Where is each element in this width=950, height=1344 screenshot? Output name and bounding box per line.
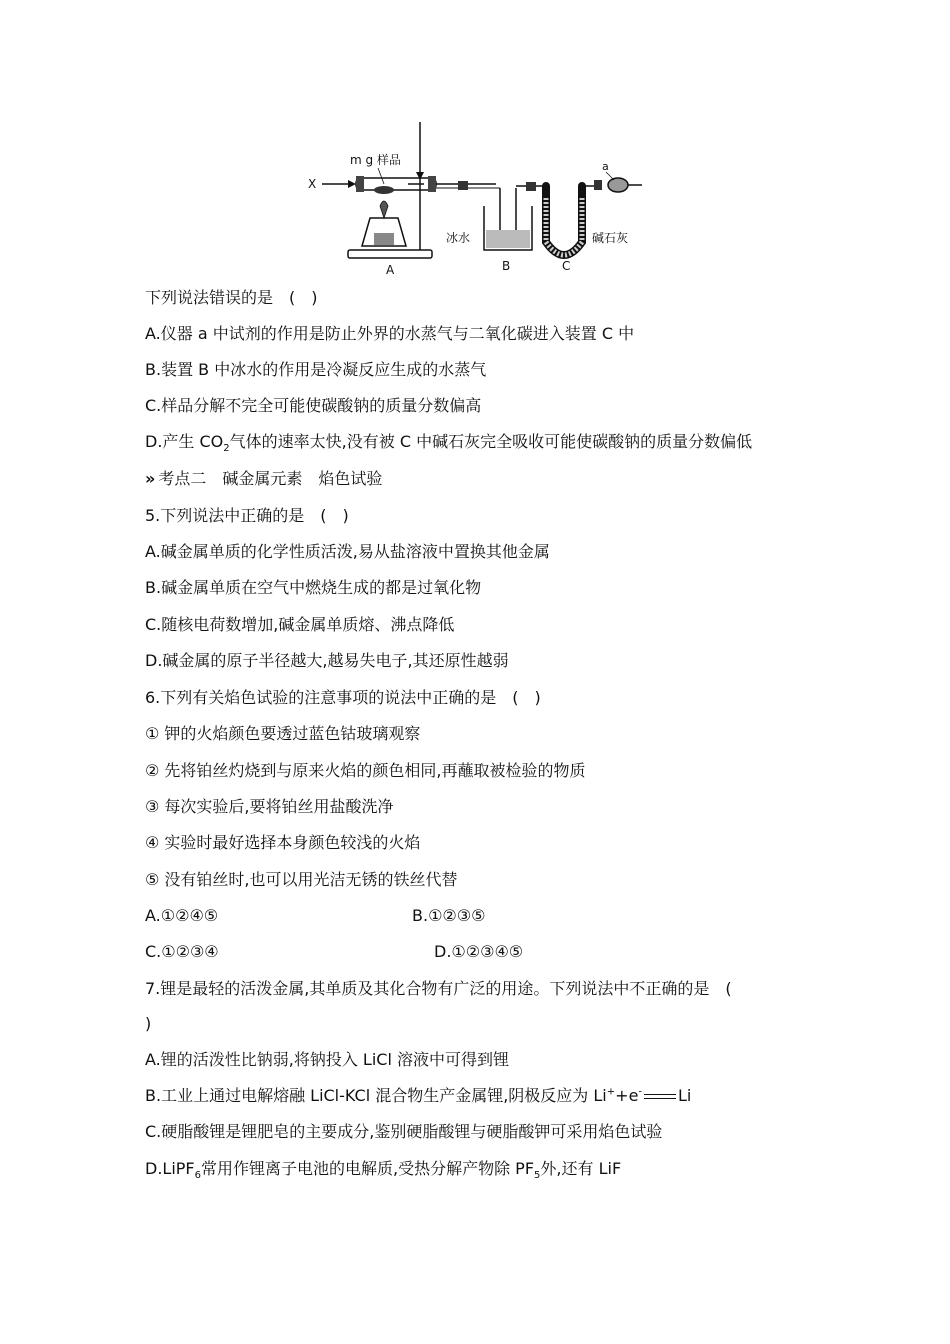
label-C: C (562, 259, 571, 273)
q4-option-c: C.样品分解不完全可能使碳酸钠的质量分数偏高 (145, 396, 482, 415)
label-a: a (602, 160, 609, 173)
q4-option-a: A.仪器 a 中试剂的作用是防止外界的水蒸气与二氧化碳进入装置 C 中 (145, 324, 635, 343)
section-heading: » 考点二 碱金属元素 焰色试验 (145, 469, 383, 488)
u-tube-c (546, 186, 582, 255)
q5-option-d: D.碱金属的原子半径越大,越易失电子,其还原性越弱 (145, 651, 509, 670)
q7-option-d: D.LiPF$_6$常用作锂离子电池的电解质,受热分解产物除 $PF_5$外,还有 LiF (145, 1159, 622, 1182)
label-x: X (308, 177, 317, 191)
label-sample: m g 样品 (350, 153, 401, 167)
q7-option-c: C.硬脂酸锂是锂肥皂的主要成分,鉴别硬脂酸锂与硬脂酸钾可采用焰色试验 (145, 1122, 663, 1141)
label-A: A (386, 263, 395, 277)
stand-base (348, 250, 432, 258)
q6-option-d: D.①②③④⑤ (434, 942, 524, 961)
apparatus-figure (300, 118, 650, 278)
q7-option-b: B.工业上通过电解熔融 LiCl-KCl 混合物生产金属锂,阴极反应为 Li++e- Li (145, 1086, 692, 1105)
q5-option-a: A.碱金属单质的化学性质活泼,易从盐溶液中置换其他金属 (145, 542, 550, 561)
q6-option-a: A.①②④⑤ (145, 906, 219, 925)
q5-option-b: B.碱金属单质在空气中燃烧生成的都是过氧化物 (145, 578, 482, 597)
label-B: B (502, 259, 511, 273)
double-chevron-icon: » (145, 469, 153, 488)
q6-statement-1: ① 钾的火焰颜色要透过蓝色钴玻璃观察 (145, 724, 421, 743)
equals-sign-icon (642, 1092, 678, 1102)
label-ice-water: 冰水 (446, 231, 471, 245)
drying-tube-a (608, 178, 628, 192)
label-soda-lime: 碱石灰 (592, 231, 629, 245)
q7-stem-cont: ) (145, 1014, 152, 1033)
q5-stem: 5.下列说法中正确的是 ( ) (145, 506, 349, 525)
q6-statement-3: ③ 每次实验后,要将铂丝用盐酸洗净 (145, 797, 394, 816)
q4-option-d: D.产生 $CO_2$气体的速率太快,没有被 C 中碱石灰完全吸收可能使碳酸钠的质量分数偏低 (145, 432, 753, 455)
q6-option-b: B.①②③⑤ (412, 906, 486, 925)
q6-statement-2: ② 先将铂丝灼烧到与原来火焰的颜色相同,再蘸取被检验的物质 (145, 761, 586, 780)
q6-statement-5: ⑤ 没有铂丝时,也可以用光洁无锈的铁丝代替 (145, 870, 458, 889)
q7-option-a: A.锂的活泼性比钠弱,将钠投入 LiCl 溶液中可得到锂 (145, 1050, 509, 1069)
q7-stem: 7.锂是最轻的活泼金属,其单质及其化合物有广泛的用途。下列说法中不正确的是 ( (145, 979, 732, 998)
q6-option-c: C.①②③④ (145, 942, 219, 961)
sample (374, 186, 394, 194)
q4-stem: 下列说法错误的是 ( ) (145, 288, 318, 307)
q6-stem: 6.下列有关焰色试验的注意事项的说法中正确的是 ( ) (145, 688, 541, 707)
q6-statement-4: ④ 实验时最好选择本身颜色较浅的火焰 (145, 833, 421, 852)
q4-option-b: B.装置 B 中冰水的作用是冷凝反应生成的水蒸气 (145, 360, 487, 379)
q5-option-c: C.随核电荷数增加,碱金属单质熔、沸点降低 (145, 615, 455, 634)
